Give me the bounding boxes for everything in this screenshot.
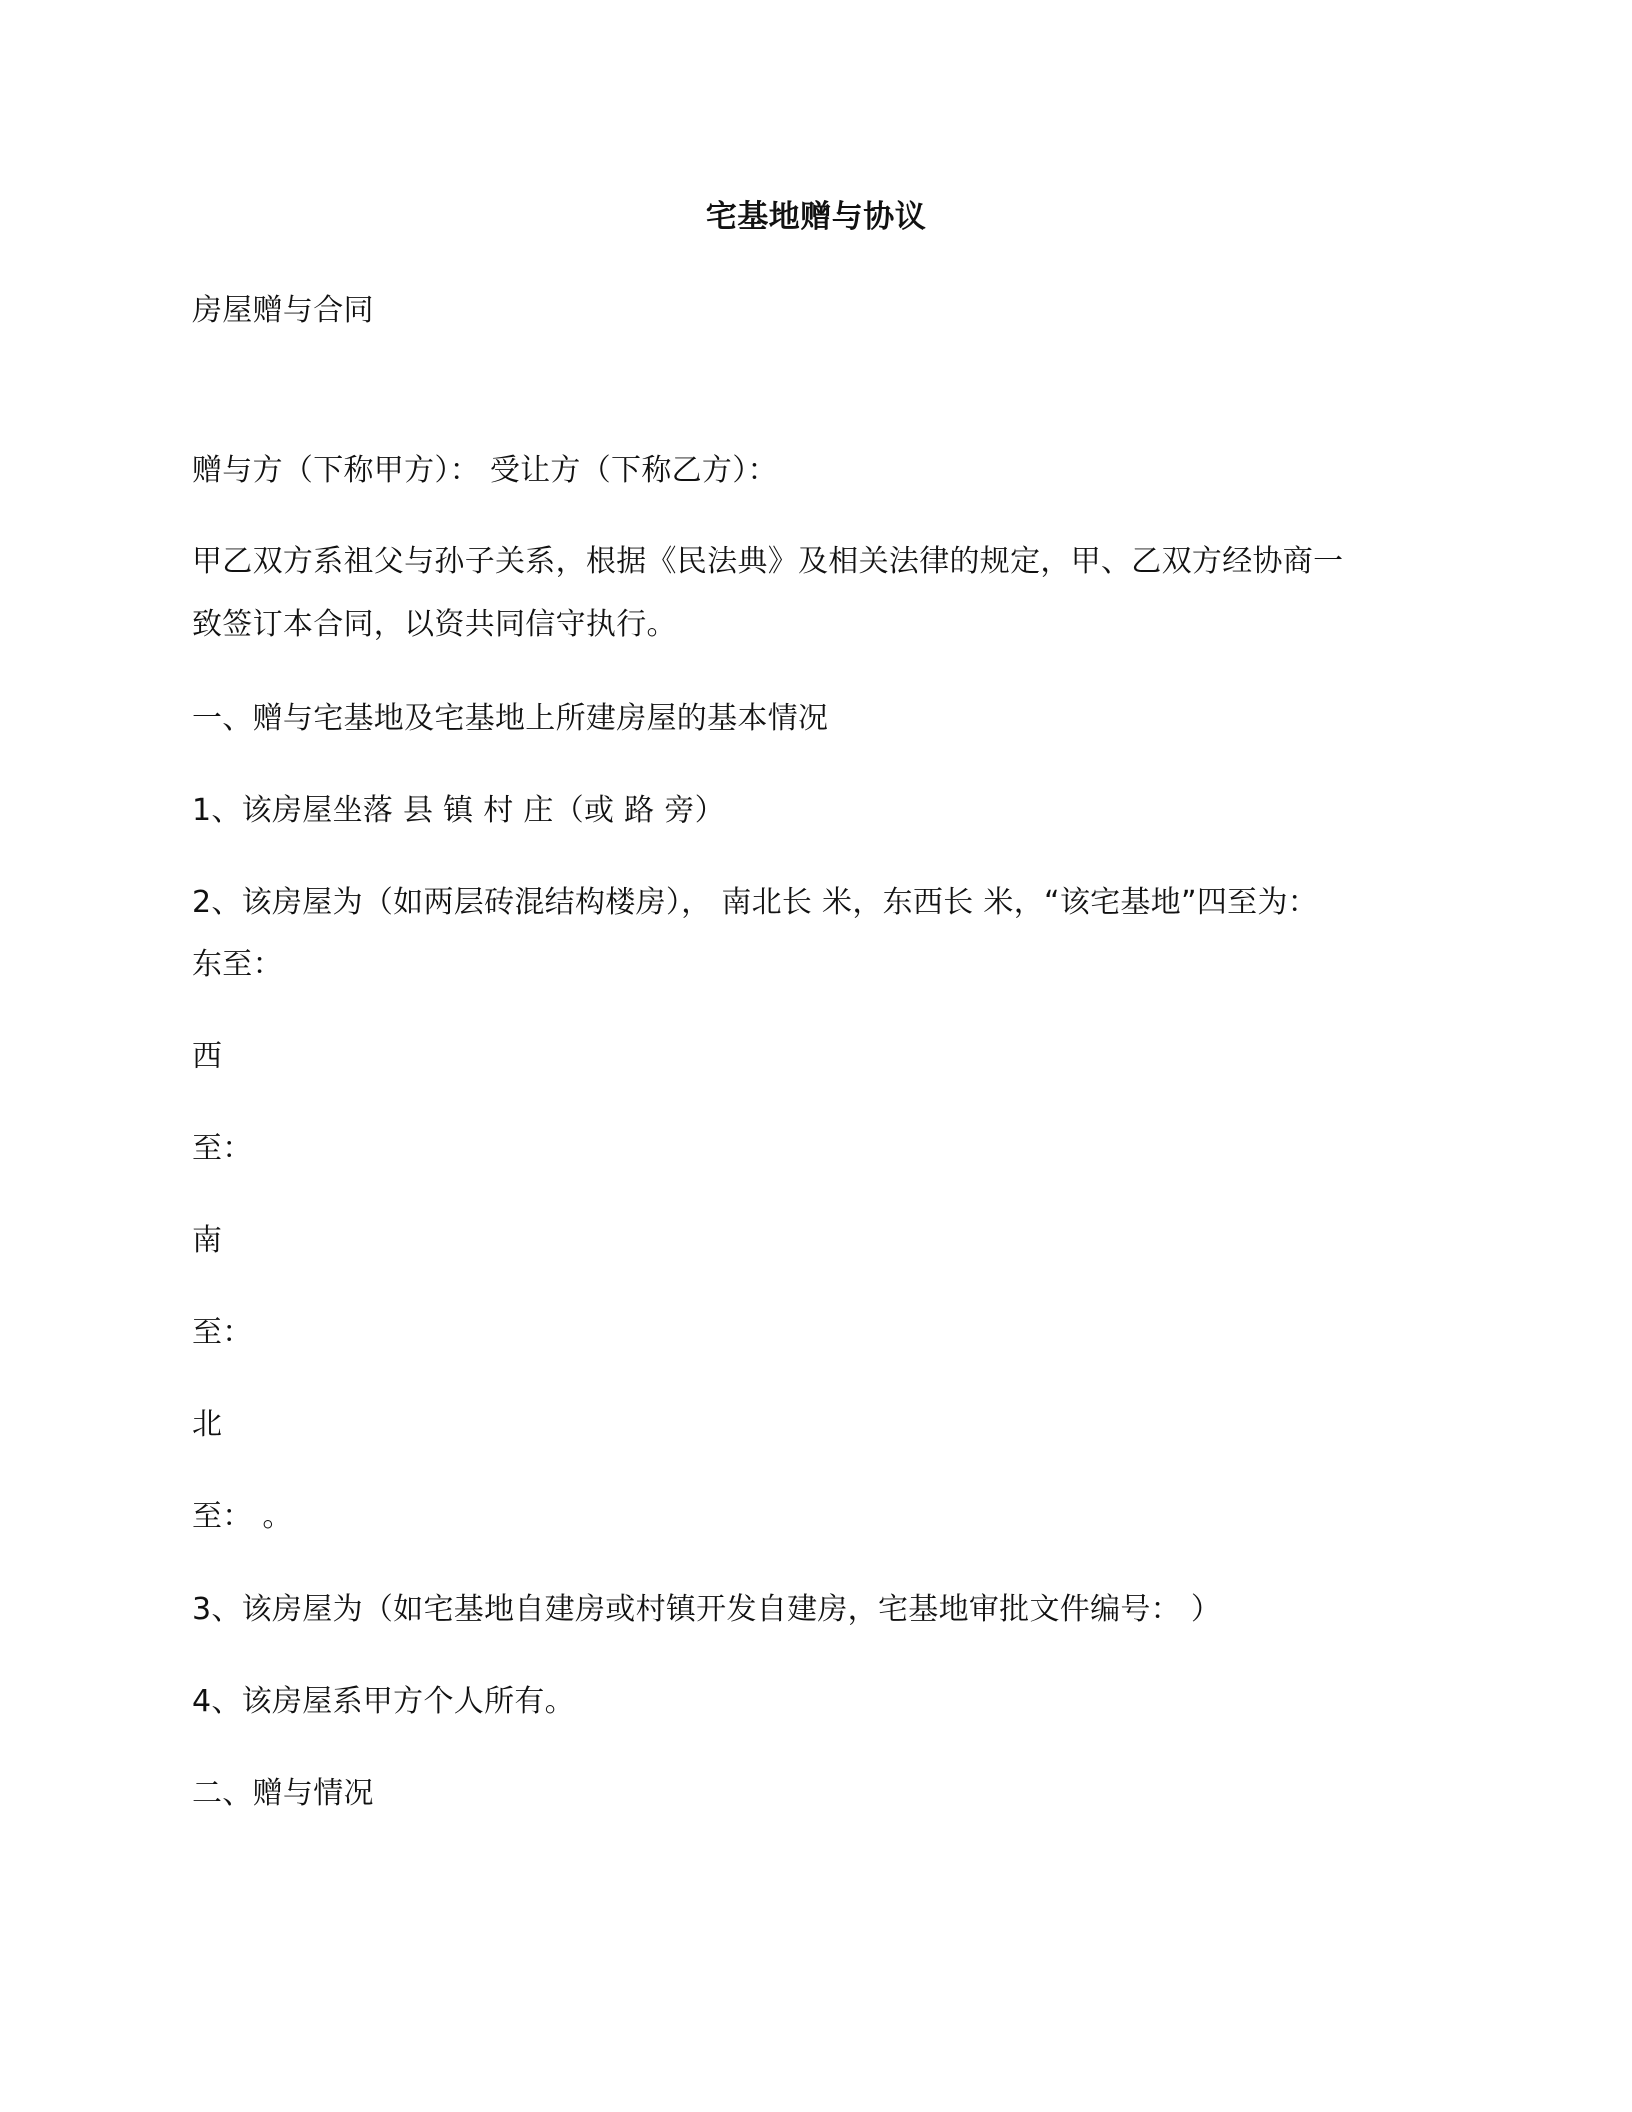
document-subtitle: 房屋赠与合同 [192, 293, 374, 328]
boundary-west-value: 至： [192, 1131, 253, 1166]
boundary-south-char: 南 [192, 1223, 223, 1258]
item-3: 3、该房屋为（如宅基地自建房或村镇开发自建房，宅基地审批文件编号： ） [192, 1592, 1222, 1627]
intro-line-2: 致签订本合同，以资共同信守执行。 [192, 607, 677, 642]
boundary-north-char: 北 [192, 1407, 223, 1442]
boundary-south-value: 至： [192, 1315, 253, 1350]
section-1-heading: 一、赠与宅基地及宅基地上所建房屋的基本情况 [192, 701, 829, 736]
intro-line-1: 甲乙双方系祖父与孙子关系，根据《民法典》及相关法律的规定，甲、乙双方经协商一 [192, 544, 1344, 579]
boundary-west-char: 西 [192, 1039, 223, 1074]
document-title: 宅基地赠与协议 [705, 199, 927, 235]
item-2-line-2: 东至： [192, 947, 283, 982]
boundary-north-value: 至： 。 [192, 1499, 293, 1534]
section-2-heading: 二、赠与情况 [192, 1776, 374, 1811]
item-2-line-1: 2、该房屋为（如两层砖混结构楼房）， 南北长 米，东西长 米，“该宅基地”四至为： [192, 885, 1319, 920]
item-4: 4、该房屋系甲方个人所有。 [192, 1684, 575, 1719]
item-1: 1、该房屋坐落 县 镇 村 庄（或 路 旁） [192, 793, 725, 828]
parties-line: 赠与方（下称甲方）： 受让方（下称乙方）： [192, 453, 778, 488]
